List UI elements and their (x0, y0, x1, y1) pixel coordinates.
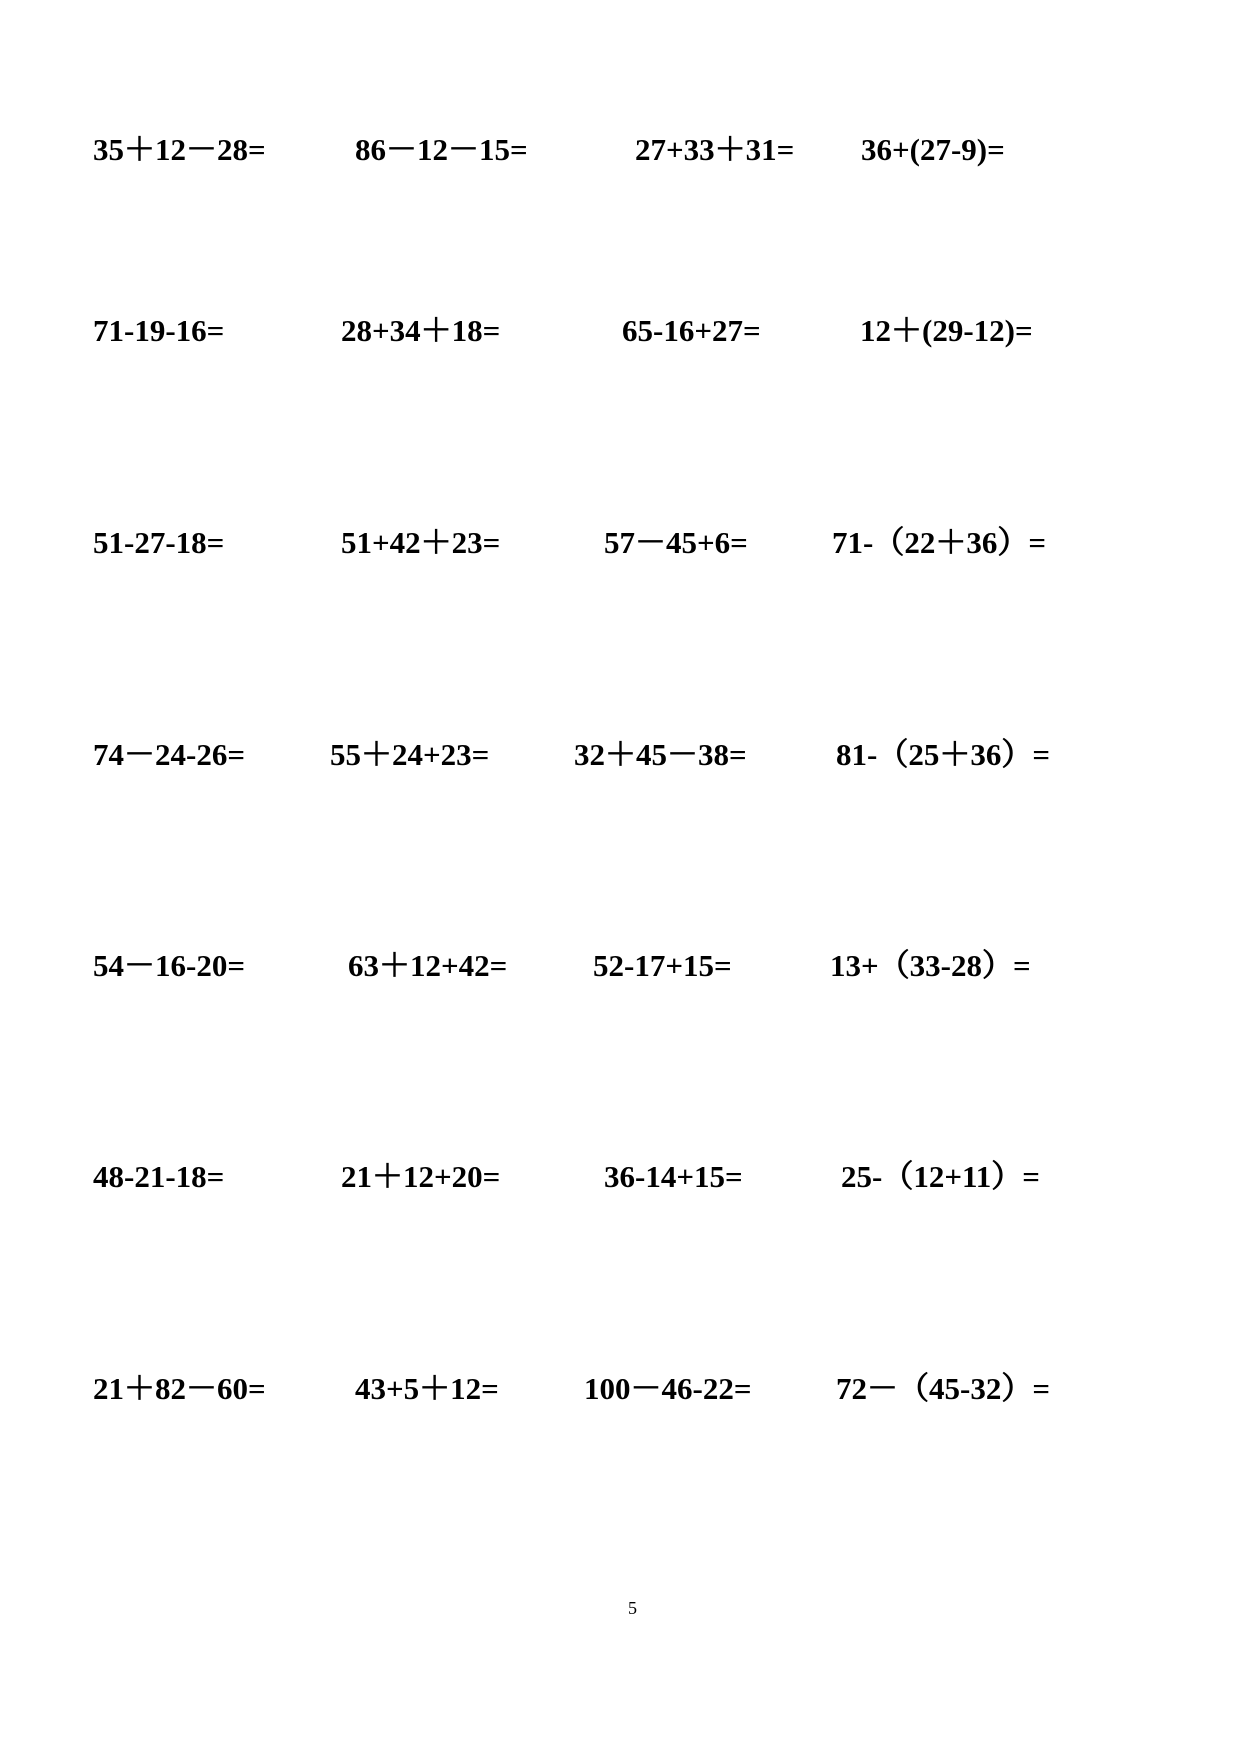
math-problem: 12＋(29-12)= (860, 313, 1033, 348)
math-problem: 27+33＋31= (635, 132, 795, 167)
math-problem: 65-16+27= (622, 313, 761, 348)
math-problem: 74－24-26= (93, 737, 245, 772)
math-problem: 81-（25＋36）= (836, 737, 1050, 772)
math-problem: 21＋12+20= (341, 1159, 501, 1194)
math-problem: 51-27-18= (93, 525, 225, 560)
math-problem: 63＋12+42= (348, 948, 508, 983)
math-problem: 13+（33-28）= (830, 948, 1031, 983)
math-problem: 36+(27-9)= (861, 132, 1005, 167)
math-problem: 36-14+15= (604, 1159, 743, 1194)
math-problem: 71-19-16= (93, 313, 225, 348)
math-problem: 100－46-22= (584, 1371, 752, 1406)
math-problem: 57－45+6= (604, 525, 748, 560)
math-problem: 55＋24+23= (330, 737, 490, 772)
math-problem: 86－12－15= (355, 132, 528, 167)
page-number: 5 (628, 1598, 637, 1618)
math-problem: 21＋82－60= (93, 1371, 266, 1406)
math-problem: 52-17+15= (593, 948, 732, 983)
math-problem: 25-（12+11）= (841, 1159, 1040, 1194)
math-problem: 54－16-20= (93, 948, 245, 983)
math-problem: 71-（22＋36）= (832, 525, 1046, 560)
math-problem: 51+42＋23= (341, 525, 501, 560)
math-problem: 28+34＋18= (341, 313, 501, 348)
math-problem: 48-21-18= (93, 1159, 225, 1194)
math-problem: 35＋12－28= (93, 132, 266, 167)
math-problem: 32＋45－38= (574, 737, 747, 772)
math-problem: 43+5＋12= (355, 1371, 499, 1406)
math-problem: 72－（45-32）= (836, 1371, 1050, 1406)
